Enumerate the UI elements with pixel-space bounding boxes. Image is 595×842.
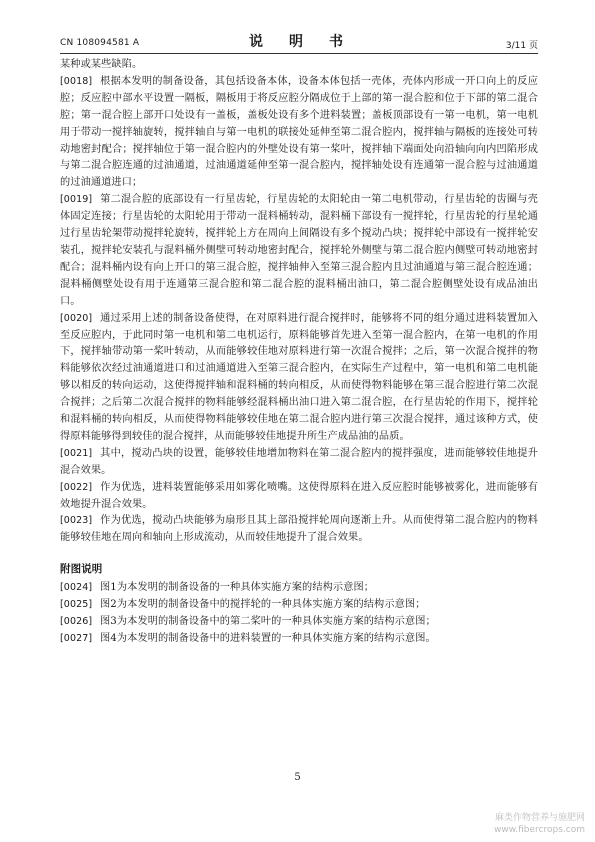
figure-caption: 图4为本发明的制备设备中的进料装置的一种具体实施方案的结构示意图。	[100, 632, 436, 644]
document-id: CN 108094581 A	[60, 38, 140, 48]
paragraph-number: [0018]	[60, 75, 93, 87]
paragraph-0018	[60, 74, 538, 192]
header-divider	[60, 53, 538, 54]
figure-caption: 图1为本发明的制备设备的一种具体实施方案的结构示意图；	[100, 582, 375, 594]
page-indicator: 3/11 页	[505, 41, 538, 51]
paragraph-number: [0025]	[60, 599, 93, 611]
figure-item-0027	[60, 631, 538, 648]
figure-caption: 图2为本发明的制备设备中的搅拌轮的一种具体实施方案的结构示意图；	[100, 599, 426, 611]
page-number: 5	[294, 772, 301, 783]
paragraph-number: [0027]	[60, 632, 93, 644]
paragraph-number: [0026]	[60, 616, 93, 627]
figures-section-title: 附图说明	[60, 563, 103, 576]
paragraph-0022	[60, 480, 538, 514]
watermark-site-url: www.fibercrops.com	[494, 825, 585, 835]
paragraph-text: 通过采用上述的制备设备使得，在对原料进行混合搅拌时，能够将不同的组分通过进料装置加入至反应腔内，于此同时第一电机和第二电机运行，原料能够首先进入至第一混合腔内，在第一电机的作用下，搅拌轴带动第一桨叶转动，从而能够较佳地对原料进行第一次混合搅拌；之后，第一次混合搅拌的物料能够依次经过油通道进口和过油通道进入至第三混合腔内，在实际生产过程中，第一电机和第二电机能够以相反的转向运动，这使得搅拌轴和混料桶的转向相反，从而使得物料能够在第三混合腔进行第二次混合搅拌；之后第二次混合搅拌的物料能够经混料桶出油口进入第二混合腔，在行星齿轮的作用下，搅拌轮和混料桶的转向相反，从而使得物料能够较佳地在第二混合腔内进行第三次混合搅拌，通过该种方式，使得原料能够得到较佳的混合搅拌，从而能够较佳地提升所生产成品油的品质。	[60, 312, 538, 442]
figure-item-0025	[60, 597, 538, 614]
paragraph-number: [0019]	[60, 194, 93, 206]
figure-item-0026	[60, 614, 538, 631]
paragraph-text: 第二混合腔的底部设有一行星齿轮，行星齿轮的太阳轮由一第二电机带动，行星齿轮的齿圈与壳体固定连接；行星齿轮的太阳轮用于带动一混料桶转动，混料桶下部设有一搅拌轮，行星齿轮的行星轮通过行星齿轮架带动搅拌轮旋转，搅拌轮上方在周向上间隔设有多个搅动凸块；搅拌轮中部设有一搅拌轮安装孔，搅拌轮安装孔与混料桶外侧壁可转动地密封配合，搅拌轮外侧壁与第二混合腔内侧壁可转动地密封配合；混料桶内设有向上开口的第三混合腔，搅拌轴伸入至第三混合腔内且过油通道与第三混合腔连通；混料桶侧壁处设有用于连通第三混合腔和第二混合腔的混料桶出油口，第二混合腔侧壁处设有成品油出口。	[60, 194, 538, 307]
paragraph-text: 作为优选，进料装置能够采用如雾化喷嘴。这使得原料在进入反应腔时能够被雾化，进而能够有效地提升混合效果。	[60, 481, 538, 510]
paragraph-text: 其中，搅动凸块的设置，能够较佳地增加物料在第二混合腔内的搅拌强度，进而能够较佳地提升混合效果。	[60, 447, 538, 476]
paragraph-0019	[60, 192, 538, 310]
paragraph-0023	[60, 513, 538, 547]
paragraph-number: [0022]	[60, 481, 93, 493]
paragraph-0020	[60, 311, 538, 446]
site-watermark	[494, 812, 585, 836]
paragraph-number: [0024]	[60, 582, 93, 594]
watermark-site-name: 麻类作物营养与施肥网	[494, 813, 585, 823]
paragraph-number: [0020]	[60, 312, 93, 324]
paragraph-text: 根据本发明的制备设备，其包括设备本体，设备本体包括一壳体，壳体内形成一开口向上的反应腔；反应腔中部水平设置一隔板，隔板用于将反应腔分隔成位于上部的第一混合腔和位于下部的第二混合腔；第一混合腔上部开口处设有一盖板，盖板处设有多个进料装置；盖板顶部设有一第一电机，第一电机用于带动一搅拌轴旋转，搅拌轴自与第一电机的联接处延伸至第二混合腔内，搅拌轴与隔板的连接处可转动地密封配合；搅拌轴位于第一混合腔内的外壁处设有第一桨叶，搅拌轴下端面处向沿轴向向内凹陷形成与第二混合腔连通的过油通道，过油通道延伸至第一混合腔内，搅拌轴处设有连通第一混合腔与过油通道的过油通道进口；	[60, 75, 538, 189]
figure-caption: 图3为本发明的制备设备中的第二桨叶的一种具体实施方案的结构示意图；	[100, 616, 436, 627]
page-header	[60, 30, 538, 52]
document-body	[60, 57, 538, 648]
document-title: 说 明 书	[249, 34, 349, 50]
figure-item-0024	[60, 580, 538, 597]
paragraph-number: [0021]	[60, 447, 93, 459]
paragraph-number: [0023]	[60, 515, 93, 527]
intro-line: 某种或某些缺陷。	[60, 59, 143, 70]
paragraph-0021	[60, 446, 538, 480]
paragraph-text: 作为优选，搅动凸块能够为扇形且其上部沿搅拌轮周向逐渐上升。从而使得第二混合腔内的物料能够较佳地在周向和轴向上形成流动，从而较佳地提升了混合效果。	[60, 515, 538, 544]
